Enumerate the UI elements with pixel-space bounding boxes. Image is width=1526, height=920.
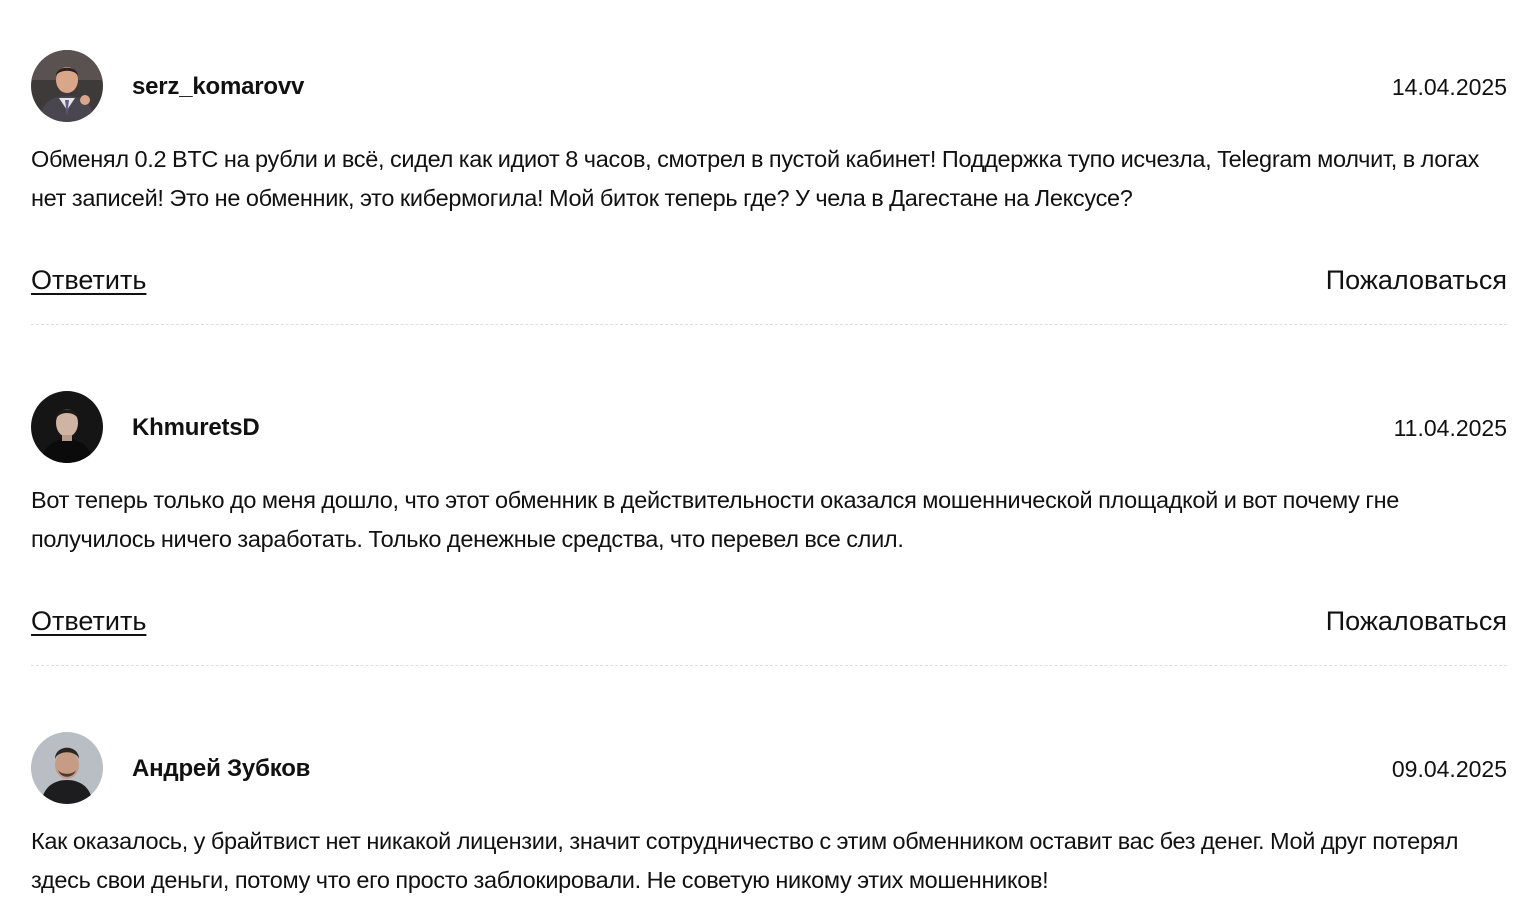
comment-author[interactable]: serz_komarovv	[132, 73, 305, 100]
comment-header	[31, 50, 1507, 122]
avatar[interactable]	[31, 391, 103, 463]
user-avatar-icon	[31, 732, 103, 804]
comment-text: Обменял 0.2 BTC на рубли и всё, сидел как идиот 8 часов, смотрел в пустой кабинет! Поддержка тупо исчезла, Telegram молчит, в логах нет записей! Это не обменник, это кибермогила! Мой биток теперь где? У чела в Дагестане на Лексусе?	[31, 146, 1480, 211]
comment-actions	[31, 262, 1507, 302]
comment-header	[31, 732, 1507, 804]
comment-author[interactable]: Андрей Зубков	[132, 755, 311, 782]
reply-link[interactable]: Ответить	[31, 606, 147, 636]
comment-item	[31, 50, 1507, 295]
comment-text: Вот теперь только до меня дошло, что этот обменник в действительности оказался мошеннической площадкой и вот почему гне получилось ничего заработать. Только денежные средства, что перевел все слил.	[31, 487, 1400, 552]
user-avatar-icon	[31, 391, 103, 463]
comment-header	[31, 391, 1507, 463]
comment-actions	[31, 603, 1507, 643]
avatar[interactable]	[31, 50, 103, 122]
comment-text: Как оказалось, у брайтвист нет никакой лицензии, значит сотрудничество с этим обменником оставит вас без денег. Мой друг потерял здесь свои деньги, потому что его просто заблокировали. Не советую никому этих мошенников!	[31, 828, 1459, 893]
comment-item	[31, 391, 1507, 636]
comment-date: 11.04.2025	[1393, 415, 1507, 441]
divider	[31, 324, 1507, 325]
comment-date: 14.04.2025	[1391, 74, 1507, 100]
report-link[interactable]: Пожаловаться	[1325, 265, 1507, 295]
comment-date: 09.04.2025	[1391, 756, 1507, 782]
user-avatar-icon	[31, 50, 103, 122]
reply-link[interactable]: Ответить	[31, 265, 147, 295]
comment-item	[31, 732, 1507, 899]
avatar[interactable]	[31, 732, 103, 804]
divider	[31, 665, 1507, 666]
report-link[interactable]: Пожаловаться	[1325, 606, 1507, 636]
comment-author[interactable]: KhmuretsD	[132, 414, 260, 441]
